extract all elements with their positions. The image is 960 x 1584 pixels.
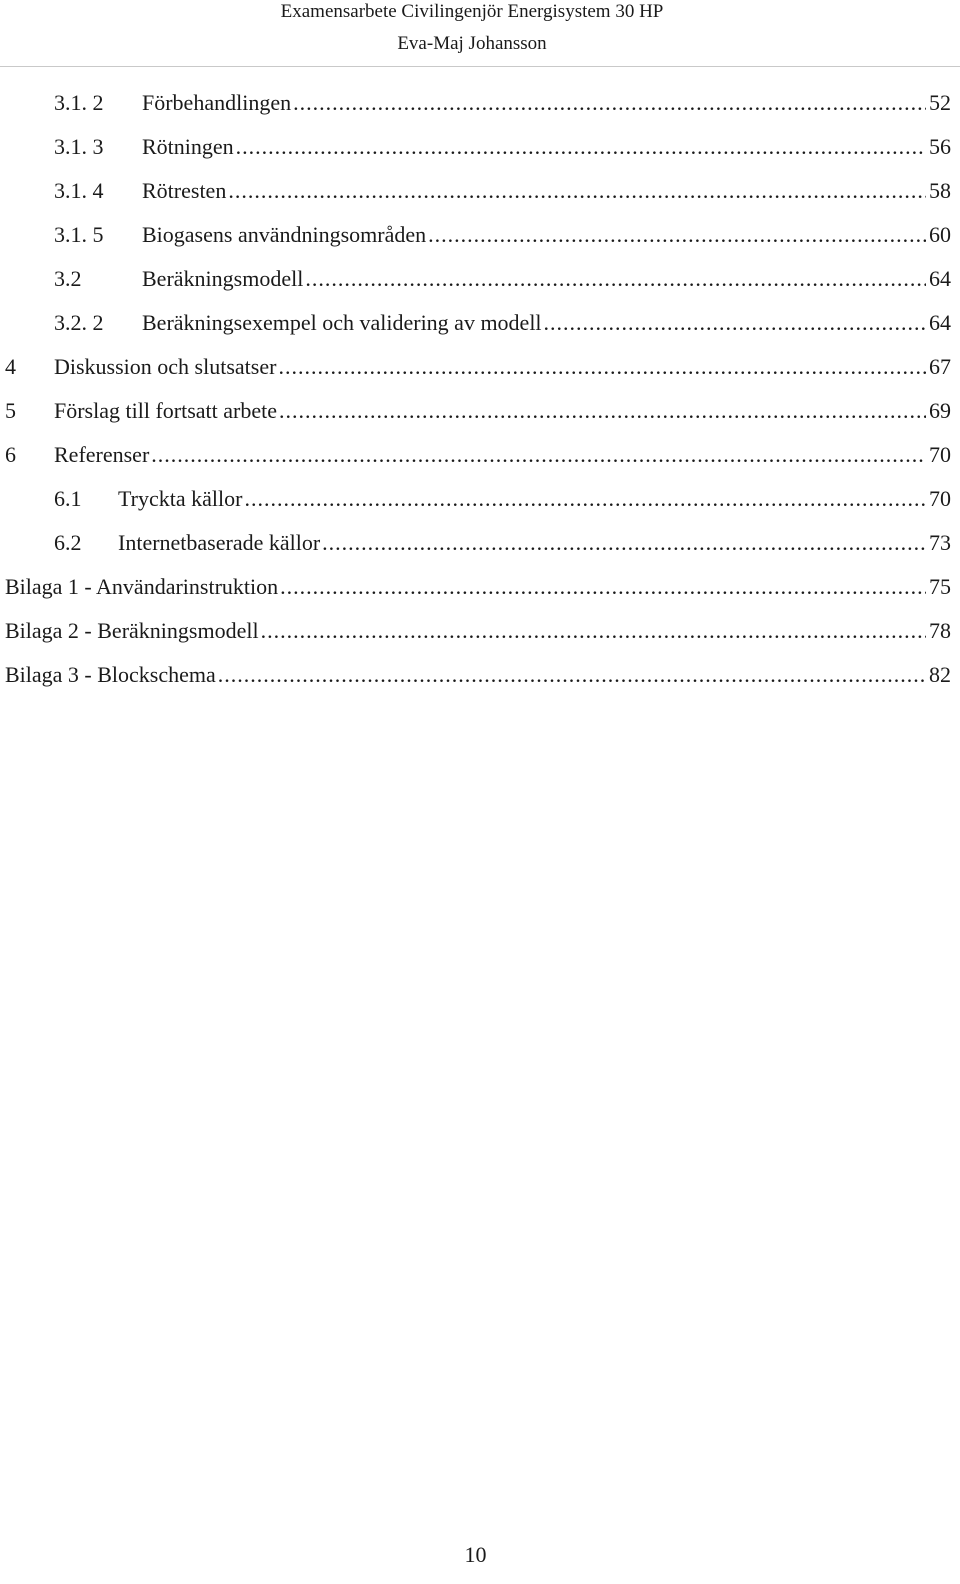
- toc-entry[interactable]: [0, 567, 951, 607]
- toc-entry-title: Beräkningsexempel och validering av modell: [142, 310, 542, 335]
- toc-entry[interactable]: [0, 347, 951, 387]
- toc-entry-page: 75: [929, 574, 951, 599]
- toc-dot-leader: [151, 435, 926, 475]
- toc-entry[interactable]: [0, 259, 951, 299]
- running-header-author: Eva-Maj Johansson: [397, 33, 547, 54]
- toc-entry-number: 6.2: [54, 530, 82, 555]
- toc-entry-number: 6.1: [54, 486, 82, 511]
- toc-entry[interactable]: [0, 479, 951, 519]
- toc-entry-page: 64: [929, 310, 951, 335]
- page-number: 10: [464, 1542, 487, 1567]
- toc-entry[interactable]: [0, 655, 951, 695]
- toc-dot-leader: [322, 523, 926, 563]
- toc-entry-number: 3.1. 5: [54, 222, 104, 247]
- toc-entry-page: 78: [929, 618, 951, 643]
- toc-dot-leader: [305, 259, 926, 299]
- toc-dot-leader: [236, 127, 926, 167]
- toc-entry-title: Tryckta källor: [118, 486, 243, 511]
- toc-dot-leader: [544, 303, 926, 343]
- toc-entry[interactable]: [0, 127, 951, 167]
- toc-entry-title: Beräkningsmodell: [142, 266, 304, 291]
- toc-entry-title: Bilaga 2 - Beräkningsmodell: [5, 618, 259, 643]
- toc-entry-page: 73: [929, 530, 951, 555]
- toc-entry-number: 4: [5, 354, 16, 379]
- toc-entry-page: 56: [929, 134, 951, 159]
- toc-entry-title: Referenser: [54, 442, 150, 467]
- toc-entry-title: Internetbaserade källor: [118, 530, 321, 555]
- running-header-title: Examensarbete Civilingenjör Energisystem 30 HP: [280, 1, 664, 22]
- toc-entry-page: 69: [929, 398, 951, 423]
- toc-entry-number: 3.1. 3: [54, 134, 104, 159]
- toc-entry-page: 82: [929, 662, 951, 687]
- toc-entry-number: 6: [5, 442, 16, 467]
- toc-entry-title: Diskussion och slutsatser: [54, 354, 277, 379]
- toc-entry-page: 67: [929, 354, 951, 379]
- toc-entry-number: 3.2. 2: [54, 310, 104, 335]
- toc-entry-title: Bilaga 1 - Användarinstruktion: [5, 574, 279, 599]
- toc-entry[interactable]: [0, 611, 951, 651]
- header-divider: [0, 66, 960, 67]
- toc-entry[interactable]: [0, 171, 951, 211]
- toc-entry[interactable]: [0, 303, 951, 343]
- toc-entry-title: Rötresten: [142, 178, 227, 203]
- toc-entry[interactable]: [0, 215, 951, 255]
- toc-entry[interactable]: [0, 391, 951, 431]
- toc-dot-leader: [228, 171, 926, 211]
- toc-entry-page: 70: [929, 442, 951, 467]
- toc-entry-title: Biogasens användningsområden: [142, 222, 427, 247]
- toc-entry-title: Bilaga 3 - Blockschema: [5, 662, 216, 687]
- toc-dot-leader: [279, 391, 926, 431]
- toc-entry-title: Rötningen: [142, 134, 234, 159]
- toc-dot-leader: [278, 347, 926, 387]
- toc-entry-page: 52: [929, 90, 951, 115]
- toc-dot-leader: [293, 83, 926, 123]
- toc-entry[interactable]: [0, 523, 951, 563]
- toc-entry-number: 3.1. 4: [54, 178, 104, 203]
- toc-dot-leader: [261, 611, 926, 651]
- toc-entry[interactable]: [0, 435, 951, 475]
- toc-entry-title: Förslag till fortsatt arbete: [54, 398, 277, 423]
- toc-dot-leader: [218, 655, 926, 695]
- toc-dot-leader: [428, 215, 926, 255]
- toc-entry-page: 70: [929, 486, 951, 511]
- toc-entry-number: 5: [5, 398, 16, 423]
- toc-entry-title: Förbehandlingen: [142, 90, 292, 115]
- toc-dot-leader: [280, 567, 926, 607]
- toc-entry-number: 3.1. 2: [54, 90, 104, 115]
- toc-entry[interactable]: [0, 83, 951, 123]
- toc-entry-page: 60: [929, 222, 951, 247]
- toc-dot-leader: [244, 479, 926, 519]
- toc-entry-number: 3.2: [54, 266, 82, 291]
- toc-entry-page: 64: [929, 266, 951, 291]
- toc-entry-page: 58: [929, 178, 951, 203]
